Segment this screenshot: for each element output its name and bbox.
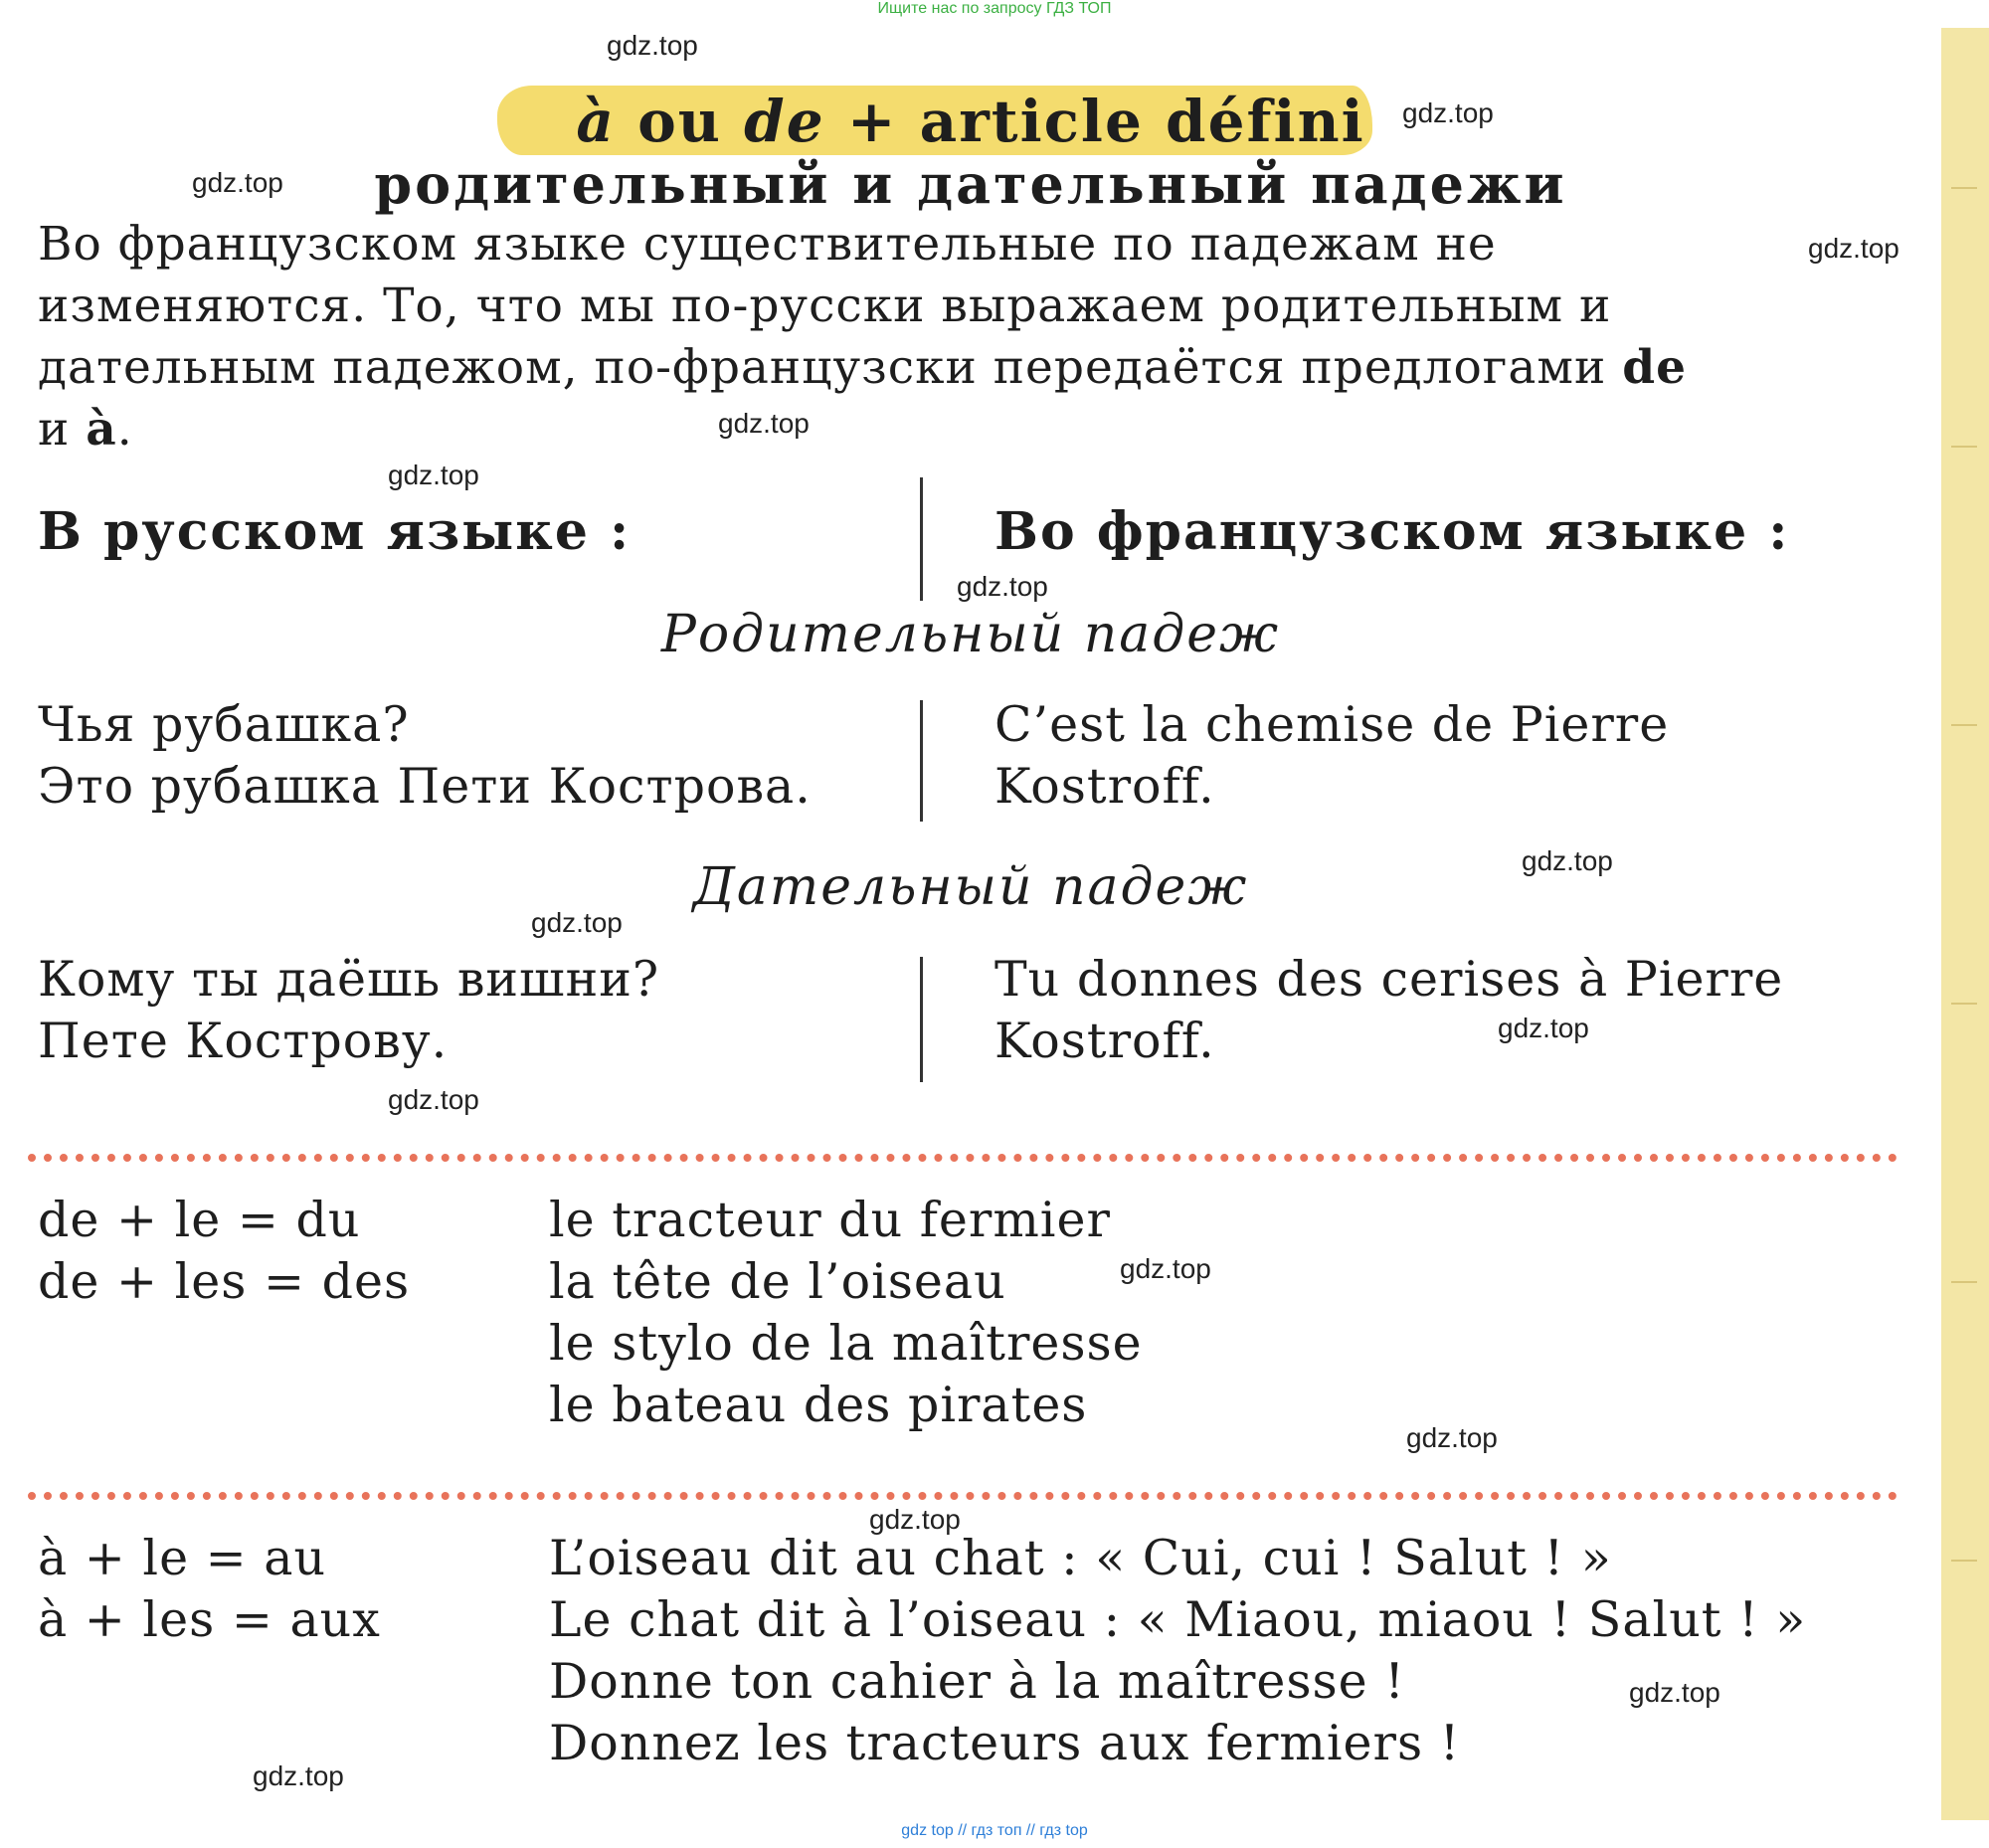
watermark: gdz.top	[1406, 1422, 1498, 1453]
intro-line-3-text: дательным падежом, по-французски передаётся предлогами	[38, 340, 1607, 395]
dotted-separator-2	[28, 1492, 1898, 1500]
watermark: gdz.top	[1120, 1253, 1211, 1284]
intro-line-3	[38, 340, 1687, 395]
french-column-header: Во французском языке :	[994, 501, 1790, 562]
title-rest: + article défini	[846, 88, 1365, 155]
page-title	[0, 88, 1941, 155]
dative-ru-line-2: Пете Кострову.	[38, 1013, 449, 1069]
a-rule-1: à + le = au	[38, 1530, 327, 1586]
a-example-3: Donne ton cahier à la maîtresse !	[549, 1653, 1405, 1710]
watermark: gdz.top	[1522, 845, 1613, 876]
intro-a-bold: à	[86, 402, 117, 457]
de-example-2: la tête de l’oiseau	[549, 1253, 1006, 1310]
watermark: gdz.top	[718, 408, 810, 439]
russian-column-header: В русском языке :	[38, 501, 632, 562]
genitive-fr-line-1: C’est la chemise de Pierre	[994, 696, 1670, 753]
watermark: gdz.top	[957, 571, 1048, 602]
top-search-note: Ищите нас по запросу ГДЗ ТОП	[877, 0, 1112, 17]
a-example-2: Le chat dit à l’oiseau : « Miaou, miaou ! Salut ! »	[549, 1591, 1807, 1648]
watermark: gdz.top	[253, 1760, 344, 1791]
intro-line-4-text: и	[38, 402, 71, 457]
title-de: de	[744, 88, 825, 155]
watermark: gdz.top	[1629, 1677, 1720, 1708]
watermark: gdz.top	[531, 907, 623, 938]
column-divider	[920, 477, 923, 601]
dotted-separator-1	[28, 1154, 1898, 1162]
watermark: gdz.top	[869, 1504, 961, 1535]
title-a: à	[576, 88, 616, 155]
dative-fr-line-2: Kostroff.	[994, 1013, 1215, 1069]
intro-line-4	[38, 402, 133, 457]
a-example-1: L’oiseau dit au chat : « Cui, cui ! Salut ! »	[549, 1530, 1612, 1586]
genitive-ru-line-2: Это рубашка Пети Кострова.	[38, 758, 812, 815]
watermark: gdz.top	[1808, 233, 1899, 264]
genitive-title: Родительный падеж	[660, 605, 1281, 664]
genitive-ru-line-1: Чья рубашка?	[38, 696, 410, 753]
genitive-fr-line-2: Kostroff.	[994, 758, 1215, 815]
genitive-divider	[920, 700, 923, 822]
watermark: gdz.top	[388, 1084, 479, 1115]
watermark: gdz.top	[388, 460, 479, 490]
de-example-1: le tracteur du fermier	[549, 1192, 1111, 1248]
de-example-3: le stylo de la maîtresse	[549, 1315, 1143, 1372]
a-rule-2: à + les = aux	[38, 1591, 381, 1648]
dative-fr-line-1: Tu donnes des cerises à Pierre	[994, 951, 1784, 1008]
title-ou: ou	[637, 88, 722, 155]
dative-title: Дательный падеж	[692, 857, 1249, 917]
dative-divider	[920, 957, 923, 1082]
intro-de-bold: de	[1622, 340, 1688, 395]
page-subtitle: родительный и дательный падежи	[374, 152, 1567, 216]
bottom-footer-note: gdz top // гдз топ // гдз top	[901, 1822, 1088, 1839]
watermark: gdz.top	[192, 167, 283, 198]
watermark: gdz.top	[607, 30, 698, 61]
intro-line-1: Во французском языке существительные по падежам не	[38, 217, 1497, 272]
decorative-right-strip	[1941, 28, 1989, 1820]
de-rule-1: de + le = du	[38, 1192, 361, 1248]
intro-line-4-end: .	[116, 402, 133, 457]
textbook-page	[0, 28, 1941, 1820]
watermark: gdz.top	[1402, 97, 1494, 128]
intro-line-2: изменяются. То, что мы по-русски выражаем родительным и	[38, 278, 1612, 333]
de-rule-2: de + les = des	[38, 1253, 411, 1310]
a-example-4: Donnez les tracteurs aux fermiers !	[549, 1715, 1461, 1771]
de-example-4: le bateau des pirates	[549, 1377, 1088, 1433]
dative-ru-line-1: Кому ты даёшь вишни?	[38, 951, 660, 1008]
watermark: gdz.top	[1498, 1013, 1589, 1043]
